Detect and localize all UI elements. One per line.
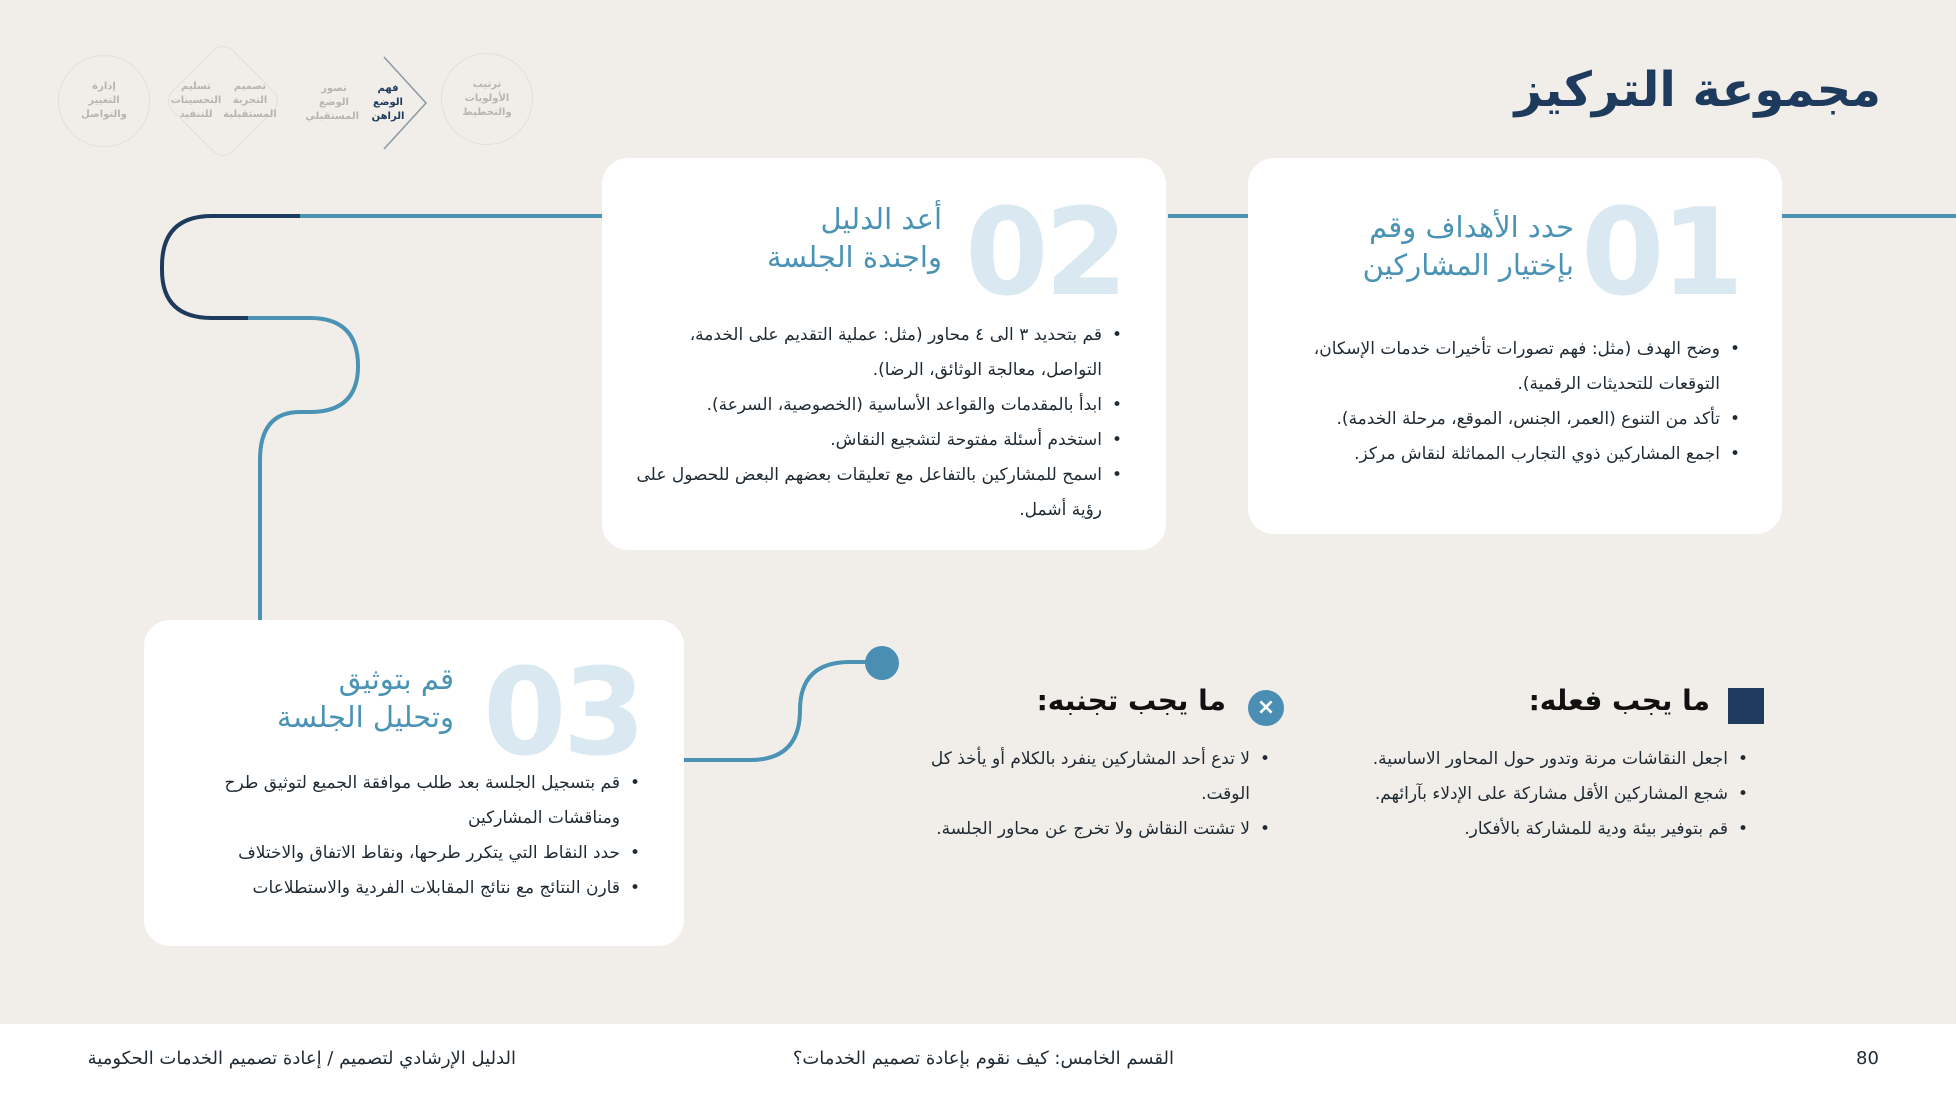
list-item: • وضح الهدف (مثل: فهم تصورات تأخيرات خدمات الإسكان، التوقعات للتحديثات الرقمية). [1272, 332, 1742, 402]
page-number: 80 [1856, 1048, 1879, 1069]
footer-section: القسم الخامس: كيف نقوم بإعادة تصميم الخدمات؟ [792, 1048, 1174, 1069]
stage-future-vision-label: تصور الوضع المستقبلي [305, 83, 359, 122]
close-icon: × [1248, 690, 1284, 726]
step-card-2 [602, 158, 1166, 550]
step-card-1 [1248, 158, 1782, 534]
step-title-1 [1363, 208, 1574, 284]
stage-future-experience-label: تصميم التجربة المستقبلية [223, 81, 277, 120]
step-title-2-line1: أعد الدليل [820, 202, 942, 236]
step-title-1-line2: بإختيار المشاركين [1362, 248, 1574, 282]
do-square-icon [1728, 688, 1764, 724]
stage-handover-label: تسليم التحسينات للتنفيذ [170, 81, 222, 120]
list-item: • تأكد من التنوع (العمر، الجنس، الموقع، مرحلة الخدمة). [1272, 402, 1742, 437]
page-title: مجموعة التركيز [1514, 62, 1881, 118]
list-item: • قم بتوفير بيئة ودية للمشاركة بالأفكار. [1360, 812, 1750, 847]
dont-bullets [892, 742, 1272, 847]
list-item: • شجع المشاركين الأقل مشاركة على الإدلاء بآرائهم. [1360, 777, 1750, 812]
step-title-2-line2: واجندة الجلسة [766, 240, 942, 274]
step-1-bullets [1272, 332, 1742, 472]
stage-future-experience[interactable] [220, 55, 280, 147]
stage-current-state-label: فهم الوضع الراهن [371, 83, 405, 122]
step-number-1: 01 [1581, 184, 1740, 323]
list-item: • ابدأ بالمقدمات والقواعد الأساسية (الخصوصية، السرعة). [634, 388, 1124, 423]
step-number-3: 03 [483, 644, 642, 783]
step-title-2 [767, 200, 942, 276]
list-item: • لا تشتت النقاش ولا تخرج عن محاور الجلسة. [892, 812, 1272, 847]
footer [0, 1024, 1956, 1100]
step-title-3-line2: وتحليل الجلسة [277, 700, 454, 734]
list-item: • حدد النقاط التي يتكرر طرحها، ونقاط الاتفاق والاختلاف [202, 836, 642, 871]
stage-future-vision[interactable] [304, 55, 364, 151]
dont-heading: ما يجب تجنبه: [1036, 684, 1226, 717]
list-item: • قم بتحديد ٣ الى ٤ محاور (مثل: عملية التقديم على الخدمة، التواصل، معالجة الوثائق، الرضا). [634, 318, 1124, 388]
do-bullets [1360, 742, 1750, 847]
step-title-3-line1: قم بتوثيق [338, 662, 454, 696]
stage-prioritize[interactable] [441, 53, 533, 145]
list-item: • اسمح للمشاركين بالتفاعل مع تعليقات بعضهم البعض للحصول على رؤية أشمل. [634, 458, 1124, 528]
step-number-2: 02 [965, 184, 1124, 323]
step-title-1-line1: حدد الأهداف وقم [1369, 210, 1574, 244]
list-item: • اجعل النقاشات مرنة وتدور حول المحاور الاساسية. [1360, 742, 1750, 777]
list-item: • قم بتسجيل الجلسة بعد طلب موافقة الجميع لتوثيق طرح ومناقشات المشاركين [202, 766, 642, 836]
list-item: • قارن النتائج مع نتائج المقابلات الفردية والاستطلاعات [202, 871, 642, 906]
list-item: • لا تدع أحد المشاركين ينفرد بالكلام أو يأخذ كل الوقت. [892, 742, 1272, 812]
list-item: • اجمع المشاركين ذوي التجارب المماثلة لنقاش مركز. [1272, 437, 1742, 472]
stage-handover[interactable] [166, 55, 226, 147]
footer-guide-title: الدليل الإرشادي لتصميم / إعادة تصميم الخدمات الحكومية [87, 1048, 516, 1069]
do-heading: ما يجب فعله: [1528, 684, 1710, 717]
stage-prioritize-label: ترتيب الأولويات والتخطيط [462, 79, 512, 118]
step-card-3 [144, 620, 684, 946]
stage-change-management[interactable] [58, 55, 150, 147]
stage-change-management-label: إدارة التغيير والتواصل [81, 81, 127, 120]
step-title-3 [277, 660, 454, 736]
step-3-bullets [202, 766, 642, 906]
list-item: • استخدم أسئلة مفتوحة لتشجيع النقاش. [634, 423, 1124, 458]
step-2-bullets [634, 318, 1124, 528]
